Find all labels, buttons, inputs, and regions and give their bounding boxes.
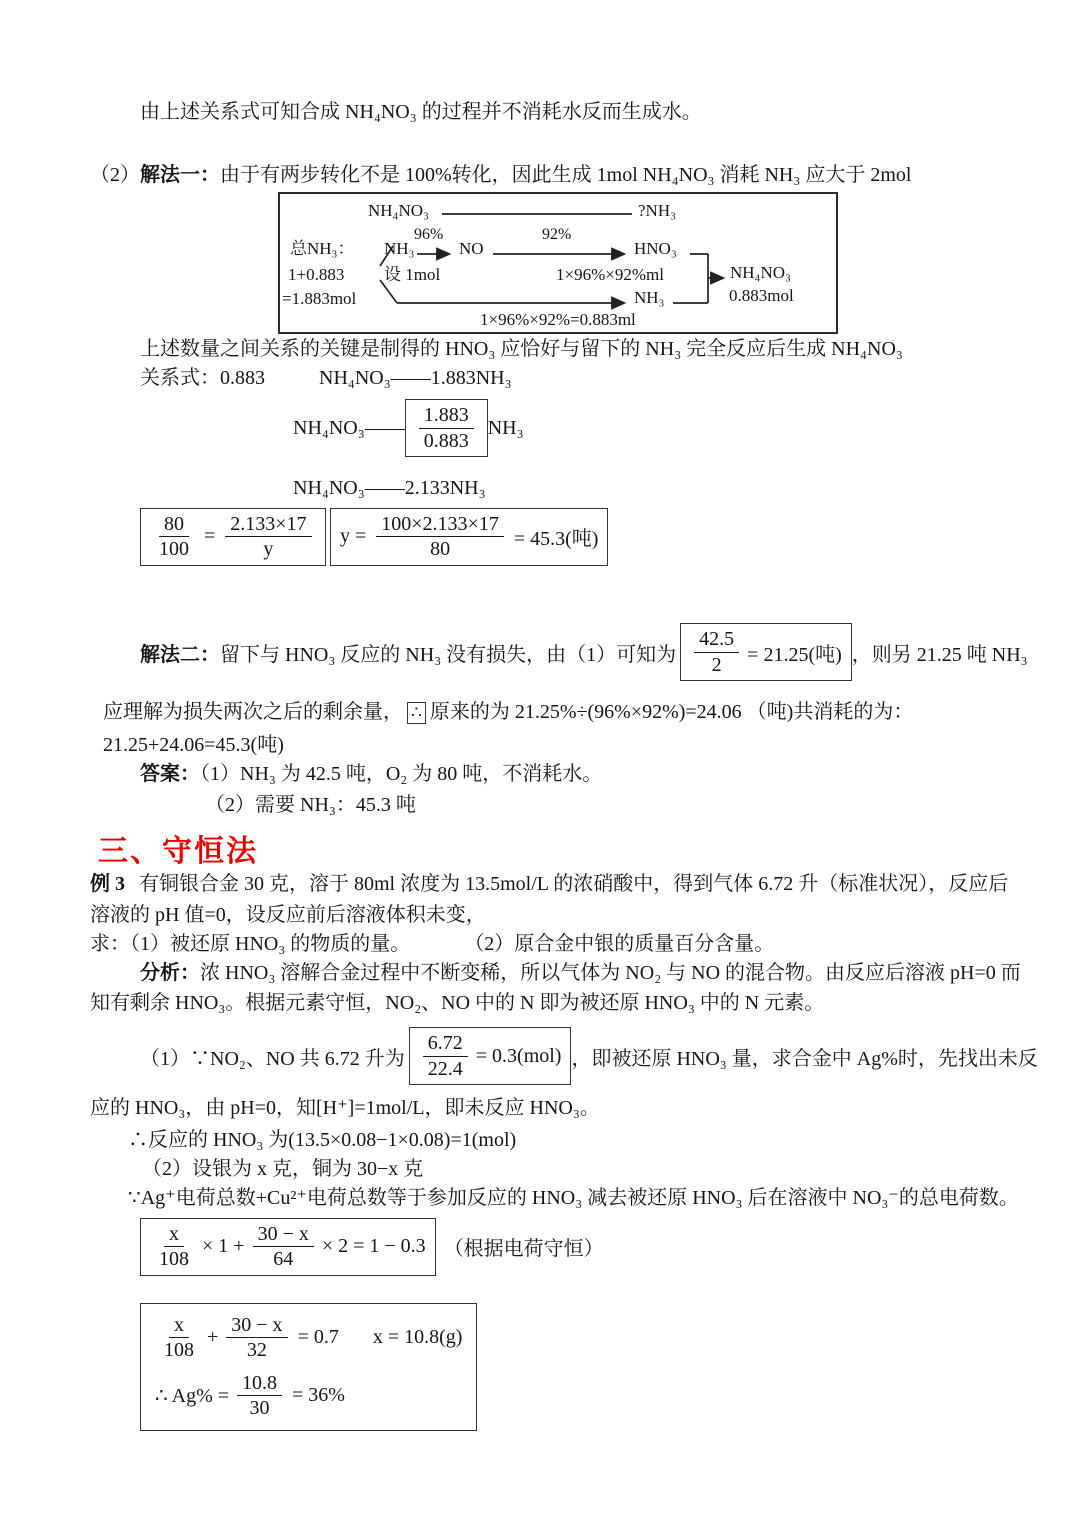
remainder-pre: 应理解为损失两次之后的剩余量， [103,701,403,723]
diagram-nh3-mid: NH₃ [384,239,415,258]
step2-line: （2）设银为 x 克，铜为 30−x 克 [142,1158,424,1180]
frac-num: 10.8 [237,1372,282,1396]
solution2-label: 解法二： [140,643,220,666]
diagram-pct96-label: 96% [414,226,444,243]
diagram-total-label: 总NH₃： [290,239,355,258]
analysis-label: 分析： [140,962,200,984]
step1-row [140,1020,1038,1092]
step1-pre: （1）∵NO₂、NO 共 6.72 升为 [140,1047,405,1070]
diagram-product-amount: 0.883mol [729,286,794,305]
diagram-no: NO [459,239,484,258]
section-heading-conservation-method: 三、守恒法 [98,835,258,868]
frac-den: 100 [159,538,189,561]
y-lead: y = [340,525,367,548]
diagram-total-sum: 1+0.883 [288,265,345,284]
frac-den: y [263,538,274,561]
frac-num: x [164,1223,184,1247]
solution2-row [140,616,1028,688]
analysis-line1 [140,961,1021,986]
diagram-nh3-bottom: NH₃ [634,288,665,307]
frac-num: 6.72 [423,1032,468,1056]
frac-30mx-64 [253,1223,314,1271]
charge-note: （根据电荷守恒） [443,1238,604,1261]
frac-80-100 [154,513,194,561]
fraction-1883-0883 [419,404,474,452]
solution1-prefix: （2） [90,164,140,186]
charge-conservation-row [140,1218,604,1276]
frac-num: 80 [159,513,189,537]
final-plus: + [207,1326,219,1349]
frac-x-108 [154,1223,194,1271]
diagram-nh4no3-top: NH₄NO₃ [368,201,429,220]
proportion-box [140,508,326,566]
solution1-line [90,163,911,188]
frac-den: 64 [273,1248,294,1271]
solution2-fraction-box [680,623,852,681]
y-solution-equation-box [330,508,608,566]
diagram-total-eq: =1.883mol [282,289,357,308]
remainder-line [103,700,913,725]
diagram-question-nh3: ?NH₃ [638,201,677,220]
example3-line2: 溶液的 pH 值=0，设反应前后溶液体积未变， [90,904,486,926]
final-row1 [155,1314,462,1362]
example3-text1: 有铜银合金 30 克，溶于 80ml 浓度为 13.5mol/L 的浓硝酸中，得到气体 6.72 升（标准状况），反应后 [139,873,1009,895]
relation-formula: NH₄NO₃——1.883NH₃ [319,367,512,389]
remainder-post: 原来的为 21.25%÷(96%×92%)=24.06 （吨)共消耗的为： [429,701,914,723]
solution1-text: 由于有两步转化不是 100%转化，因此生成 1mol NH₄NO₃ 消耗 NH₃ 应大于 2mol [220,164,912,186]
frac-den: 108 [159,1248,189,1271]
final-r2: = 36% [292,1384,345,1407]
diagram-bottom-calc: 1×96%×92%=0.883ml [480,310,636,329]
frac-num: 42.5 [694,628,739,652]
diagram-assume-1mol: 设 1mol [384,265,441,284]
frac-num: 30 − x [253,1223,314,1247]
frac-den: 2 [711,653,722,676]
key-relation-text: 上述数量之间关系的关键是制得的 HNO₃ 应恰好与留下的 NH₃ 完全反应后生成 NH₄NO₃ [140,338,903,360]
charge-mid2: × 2 = 1 − 0.3 [321,1235,426,1258]
diagram-mid-calc: 1×96%×92%ml [556,265,664,284]
frac-100x2133x17-80 [376,513,504,561]
equals-sign: = [204,525,216,548]
example3-label: 例 3 [90,873,125,895]
example3-ask1: 求：（1）被还原 HNO₃ 的物质的量。 [90,933,411,955]
relation2-line: NH₄NO₃——2.133NH₃ [293,477,486,499]
frac-num: 2.133×17 [225,513,311,537]
answer-label: 答案： [140,763,200,785]
y-result: = 45.3(吨) [513,528,599,551]
frac-num: 100×2.133×17 [376,513,504,537]
proportion-equation-box [140,508,326,566]
fraction-relation-right: NH₃ [487,416,524,439]
final-r1: = 0.7 [297,1326,339,1349]
frac-num: x [169,1314,189,1338]
solution2-eq: = 21.25(吨) [747,643,842,666]
sum-line: 21.25+24.06=45.3(吨) [103,734,284,756]
charge-mid1: × 1 + [202,1235,245,1258]
frac-den: 108 [164,1339,194,1362]
example3-line1 [90,872,1008,897]
frac-672-224 [423,1032,468,1080]
frac-2133x17-y [225,513,311,561]
final-l2pre: ∴ Ag% = [155,1385,230,1408]
fraction-relation-row [293,396,524,460]
step1-eq: = 0.3(mol) [475,1044,562,1067]
relation-label: 关系式：0.883 [140,367,265,389]
frac-den: 32 [246,1339,267,1362]
example3-ask2: （2）原合金中银的质量百分含量。 [464,933,775,955]
step1-fraction-box [409,1027,572,1085]
intro-paragraph: 由上述关系式可知合成 NH₄NO₃ 的过程并不消耗水反而生成水。 [140,101,702,123]
answer-line2: （2）需要 NH₃：45.3 吨 [205,794,416,816]
example3-ask-line [90,932,774,957]
step1-continued: 应的 HNO₃，由 pH=0，知[H⁺]=1mol/L，即未反应 HNO₃。 [90,1097,600,1119]
diagram-pct92-label: 92% [542,226,572,243]
solution2-pre: 留下与 HNO₃ 反应的 NH₃ 没有损失，由（1）可知为 [220,643,677,666]
answer-1: （1）NH₃ 为 42.5 吨，O₂ 为 80 吨，不消耗水。 [200,763,603,785]
step1b-line: ∴反应的 HNO₃ 为(13.5×0.08−1×0.08)=1(mol) [128,1129,517,1151]
frac-30mx-32 [226,1314,287,1362]
final-xval: x = 10.8(g) [372,1326,463,1349]
solution2-post: ，则另 21.25 吨 NH₃ [851,643,1028,666]
frac-num: 30 − x [226,1314,287,1338]
frac-x-108-b [159,1314,199,1362]
final-row2 [155,1372,345,1420]
fraction-relation-box [405,399,488,457]
answer-line1 [140,762,602,787]
relation-line [140,366,512,391]
fraction-relation-left: NH₄NO₃—— [293,416,405,439]
diagram-product: NH₄NO₃ [730,263,791,282]
frac-den: 30 [249,1397,270,1420]
charge-equation-box [140,1218,436,1276]
fraction-denominator: 0.883 [423,429,469,452]
frac-den: 80 [430,538,451,561]
solution1-label: 解法一： [140,164,220,186]
final-result-container [140,1303,477,1431]
diagram-hno3: HNO₃ [634,239,677,258]
y-solution-box [330,508,608,566]
frac-425-2 [694,628,739,676]
analysis-line2: 知有剩余 HNO₃。根据元素守恒，NO₂、NO 中的 N 即为被还原 HNO₃ 中的 N 元素。 [90,992,825,1014]
frac-den: 22.4 [427,1057,463,1080]
fraction-numerator: 1.883 [419,404,474,428]
frac-108-30 [237,1372,282,1420]
step1-post: ，即被还原 HNO₃ 量，求合金中 Ag%时，先找出未反 [571,1047,1038,1070]
therefore-boxed-symbol: ∴ [407,702,426,724]
final-result-box [140,1303,477,1431]
analysis-text1: 浓 HNO₃ 溶解合金过程中不断变稀，所以气体为 NO₂ 与 NO 的混合物。由反应后溶液 pH=0 而 [200,962,1021,984]
reaction-flow-diagram [278,192,838,334]
step2b-line: ∵Ag⁺电荷总数+Cu²⁺电荷总数等于参加反应的 HNO₃ 减去被还原 HNO₃ 后在溶液中 NO₃⁻的总电荷数。 [128,1187,1019,1209]
